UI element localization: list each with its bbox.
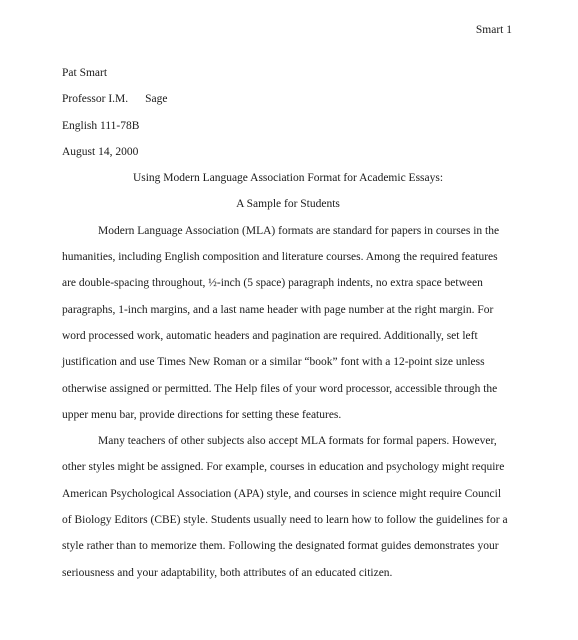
paragraph-line: of Biology Editors (CBE) style. Students usually need to learn how to follow the guidelines for a: [62, 514, 508, 527]
running-header-page-number: Smart 1: [475, 24, 512, 36]
paragraph-2: [62, 428, 514, 586]
essay-body: [62, 60, 514, 586]
paragraph-line: Modern Language Association (MLA) formats are standard for papers in courses in the: [98, 224, 500, 237]
paragraph-line: otherwise assigned or permitted. The Help files of your word processor, accessible through the: [62, 382, 498, 395]
paragraph-line: paragraphs, 1-inch margins, and a last name header with page number at the right margin. For: [62, 303, 494, 316]
instructor-last-name: Sage: [145, 93, 168, 106]
student-name: Pat Smart: [62, 67, 108, 79]
essay-date: August 14, 2000: [62, 145, 139, 158]
paragraph-line: upper menu bar, provide directions for setting these features.: [62, 408, 342, 421]
paragraph-line: seriousness and your adaptability, both attributes of an educated citizen.: [62, 566, 393, 579]
essay-title-line-1: Using Modern Language Association Format for Academic Essays:: [132, 172, 444, 185]
paragraph-line: are double-spacing throughout, ½-inch (5 space) paragraph indents, no extra space between: [62, 277, 483, 290]
course-name: English 111-78B: [62, 119, 140, 132]
essay-title-line-2: A Sample for Students: [236, 198, 340, 211]
paragraph-line: style rather than to memorize them. Following the designated format guides demonstrates your: [62, 540, 499, 553]
instructor-name: [62, 86, 514, 112]
paragraph-1: [62, 218, 514, 428]
instructor-first-name: Professor I.M.: [62, 93, 129, 106]
paragraph-line: Many teachers of other subjects also accept MLA formats for formal papers. However,: [98, 435, 497, 448]
paragraph-line: American Psychological Association (APA) style, and courses in science might require Council: [62, 487, 502, 500]
paragraph-line: justification and use Times New Roman or a similar “book” font with a 12-point size unless: [62, 356, 485, 369]
paragraph-line: humanities, including English composition and literature courses. Among the required features: [62, 251, 498, 264]
paragraph-line: word processed work, automatic headers and pagination are required. Additionally, set left: [62, 329, 478, 342]
paragraph-line: other styles might be assigned. For example, courses in education and psychology might require: [62, 461, 505, 474]
